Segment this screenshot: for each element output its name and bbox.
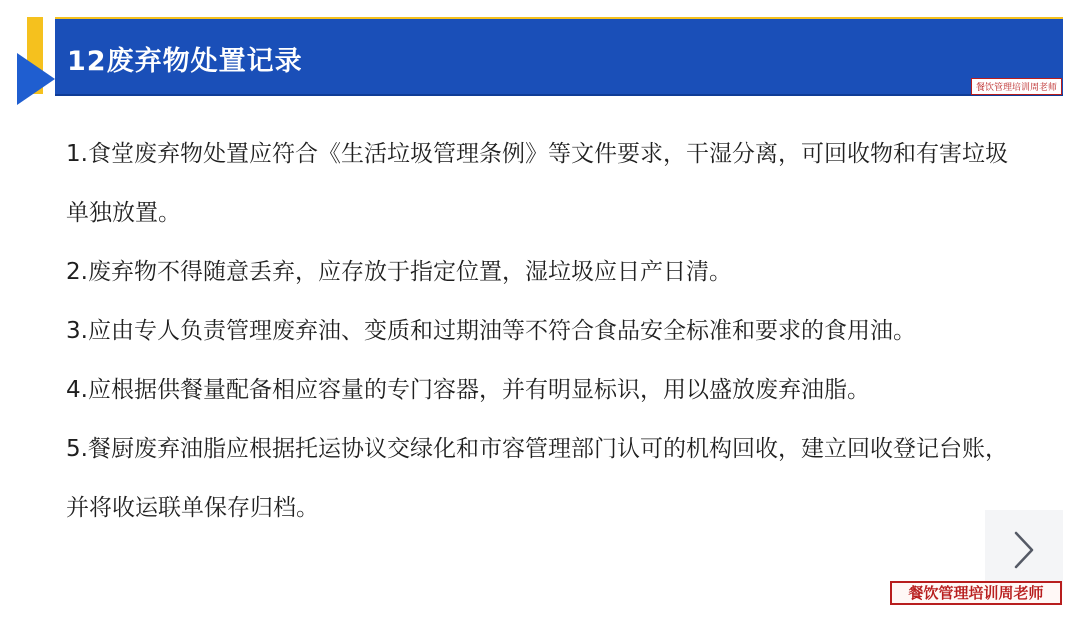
paragraph-4: 4.应根据供餐量配备相应容量的专门容器，并有明显标识，用以盛放废弃油脂。: [66, 377, 870, 403]
content-body: [66, 125, 1026, 538]
paragraph-3: 3.应由专人负责管理废弃油、变质和过期油等不符合食品安全标准和要求的食用油。: [66, 318, 916, 344]
watermark-stamp-top: 餐饮管理培训周老师: [971, 78, 1062, 95]
chevron-right-icon: [1013, 530, 1035, 570]
page-title: 12废弃物处置记录: [67, 46, 303, 77]
paragraph-2: 2.废弃物不得随意丢弃，应存放于指定位置，湿垃圾应日产日清。: [66, 259, 732, 285]
watermark-stamp-bottom: 餐饮管理培训周老师: [890, 581, 1062, 605]
next-slide-button[interactable]: [985, 510, 1063, 590]
title-accent: [17, 17, 55, 105]
paragraph-5: 5.餐厨废弃油脂应根据托运协议交绿化和市容管理部门认可的机构回收，建立回收登记台账，并将收运联单保存归档。: [66, 436, 1008, 521]
play-triangle-icon: [17, 53, 55, 105]
paragraph-1: 1.食堂废弃物处置应符合《生活垃圾管理条例》等文件要求，干湿分离，可回收物和有害垃圾单独放置。: [66, 141, 1008, 226]
title-bar: [55, 17, 1063, 96]
title-bar-gold-line: [55, 17, 1063, 19]
